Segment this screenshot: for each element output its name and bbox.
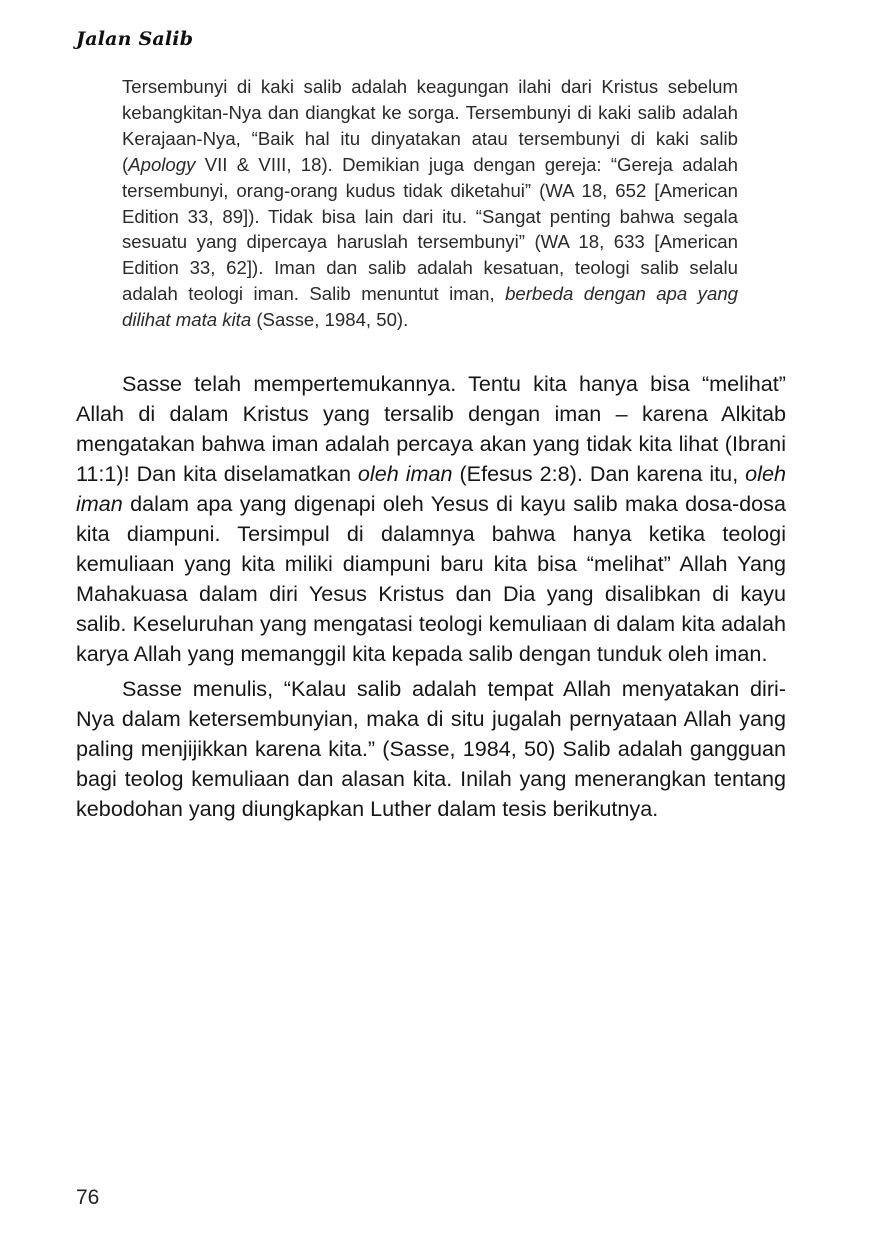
body-text	[76, 369, 786, 829]
paragraph-1-text-2: (Efesus 2:8). Dan karena itu,	[452, 461, 746, 486]
paragraph-1-italic-1: oleh iman	[357, 461, 453, 486]
page-number: 76	[76, 1186, 100, 1209]
quote-italic-phrase: berbeda dengan apa yang dilihat mata kita	[122, 283, 738, 331]
paragraph-1-text-1: Sasse telah mempertemukannya. Tentu kita hanya bisa “melihat” Allah di dalam Kristus yang tersalib dengan iman – karena Alkitab mengatakan bahwa iman adalah percaya akan yang tidak kita lihat (Ibrani 11:1)! Dan kita diselamatkan	[76, 371, 786, 486]
paragraph-1-text-3: dalam apa yang digenapi oleh Yesus di kayu salib maka dosa-dosa kita diampuni. Tersimpul di dalamnya bahwa hanya ketika teologi kemuliaan yang kita miliki diampuni baru kita bisa “melihat” Allah Yang Mahakuasa dalam diri Yesus Kristus dan Dia yang disalibkan di kayu salib. Keseluruhan yang mengatasi teologi kemuliaan di dalam kita adalah karya Allah yang memanggil kita kepada salib dengan tunduk oleh iman.	[76, 491, 786, 666]
quote-text-1: Tersembunyi di kaki salib adalah keagungan ilahi dari Kristus sebelum kebangkitan-Nya dan diangkat ke sorga. Tersembunyi di kaki salib adalah Kerajaan-Nya, “Baik hal itu dinyatakan atau tersembunyi di kaki salib (	[122, 76, 738, 175]
quote-text-2: VII & VIII, 18). Demikian juga dengan gereja: “Gereja adalah tersembunyi, orang-orang kudus tidak diketahui” (WA 18, 652 [American Edition 33, 89]). Tidak bisa lain dari itu. “Sangat penting bahwa segala sesuatu yang dipercaya haruslah tersembunyi” (WA 18, 633 [American Edition 33, 62]). Iman dan salib adalah kesatuan, teologi salib selalu adalah teologi iman. Salib menuntut iman,	[122, 153, 738, 305]
running-header-title: Jalan Salib	[76, 28, 194, 50]
quote-italic-apology: Apology	[128, 153, 196, 175]
paragraph-1-italic-2: oleh iman	[76, 461, 786, 516]
block-quote	[122, 74, 738, 333]
quote-text-3: (Sasse, 1984, 50).	[251, 309, 409, 331]
paragraph-1	[76, 369, 786, 669]
paragraph-2	[76, 674, 786, 824]
paragraph-2-text: Sasse menulis, “Kalau salib adalah tempat Allah menyatakan diri-Nya dalam ketersembunyian, maka di situ jugalah pernyataan Allah yang paling menjijikkan karena kita.” (Sasse, 1984, 50) Salib adalah gangguan bagi teolog kemuliaan dan alasan kita. Inilah yang menerangkan tentang kebodohan yang diungkapkan Luther dalam tesis berikutnya.	[76, 676, 786, 821]
